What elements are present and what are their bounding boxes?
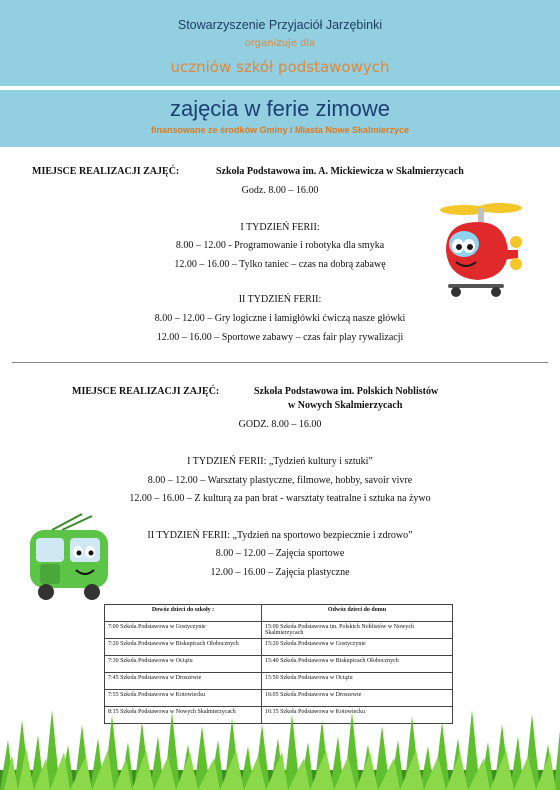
table-cell: 15:50 Szkoła Podstawowa w Ociążu xyxy=(262,673,453,690)
section1-place-label: MIEJSCE REALIZACJI ZAJĘĆ: xyxy=(32,166,180,177)
table-cell: 15:40 Szkoła Podstawowa w Biskupicach Ołobocznych xyxy=(262,656,453,673)
table-cell: 7:45 Szkoła Podstawowa w Droszewie xyxy=(105,673,262,690)
table-cell: 8:15 Szkoła Podstawowa w Nowych Skalmierzycach xyxy=(105,707,262,724)
table-header-row xyxy=(105,605,453,622)
section1-place: Szkoła Podstawowa im. A. Mickiewicza w Skalmierzycach xyxy=(216,166,464,177)
table-cell: 7:30 Szkoła Podstawowa w Ociążu xyxy=(105,656,262,673)
grass-decoration xyxy=(0,700,560,790)
section1-week2-line1: 8.00 – 12.00 – Gry logiczne i łamigłówki ćwiczą nasze główki xyxy=(154,313,406,324)
section2-week2-line1: 8.00 – 12.00 – Zajęcia sportowe xyxy=(215,548,345,559)
table-row xyxy=(105,656,453,673)
section2-place-label: MIEJSCE REALIZACJI ZAJĘĆ: xyxy=(72,386,220,397)
section1-hours: Godz. 8.00 – 16.00 xyxy=(241,185,319,196)
audience-text: uczniów szkół podstawowych xyxy=(170,58,390,76)
table-cell: 7:00 Szkoła Podstawowa w Gostyczynie xyxy=(105,622,262,639)
table-cell: 7:55 Szkoła Podstawowa w Kotowiecku xyxy=(105,690,262,707)
section2-week1-line2: 12.00 – 16.00 – Z kulturą za pan brat - warsztaty teatralne i sztuka na żywo xyxy=(129,493,431,504)
table-cell: 15:00 Szkoła Podstawowa im. Polskich Noblistów w Nowych Skalmierzycach xyxy=(262,622,453,639)
section2-week1-title: I TYDZIEŃ FERII: „Tydzień kultury i sztuki” xyxy=(187,456,373,467)
table-row xyxy=(105,673,453,690)
col-header-arrival: Dowóz dzieci do szkoły : xyxy=(105,605,262,622)
section1-week1-line2: 12.00 – 16.00 – Tylko taniec – czas na dobrą zabawę xyxy=(174,259,386,270)
section2-week2-title: II TYDZIEŃ FERII: „Tydzień na sportowo bezpiecznie i zdrowo” xyxy=(147,530,413,541)
section2-place-line2: w Nowych Skalmierzycach xyxy=(288,400,403,411)
section2-week1-line1: 8.00 – 12.00 – Warsztaty plastyczne, filmowe, hobby, savoir vivre xyxy=(147,475,413,486)
section-divider xyxy=(12,362,548,363)
section1-week1-title: I TYDZIEŃ FERII: xyxy=(240,222,320,233)
section1-week2-line2: 12.00 – 16.00 – Sportowe zabawy – czas fair play rywalizacji xyxy=(156,332,404,343)
table-cell: 7:20 Szkoła Podstawowa w Biskupicach Ołobocznych xyxy=(105,639,262,656)
table-cell: 15:20 Szkoła Podstawowa w Gostyczynie xyxy=(262,639,453,656)
trolleybus-illustration xyxy=(22,512,116,606)
col-header-return: Odwóz dzieci do domu xyxy=(262,605,453,622)
page-title: zajęcia w ferie zimowe xyxy=(169,96,391,121)
section1-week2-title: II TYDZIEŃ FERII: xyxy=(238,294,322,305)
table-cell: 16:05 Szkoła Podstawowa w Droszewie xyxy=(262,690,453,707)
table-row xyxy=(105,639,453,656)
helicopter-illustration xyxy=(436,200,526,300)
section2-hours: GODZ. 8.00 – 16.00 xyxy=(238,419,322,430)
organizes-for-text: organizuje dla xyxy=(244,38,316,49)
section2-week2-line2: 12.00 – 16.00 – Zajęcia plastyczne xyxy=(210,567,350,578)
section2-place-line1: Szkoła Podstawowa im. Polskich Noblistów xyxy=(254,386,439,397)
table-row xyxy=(105,622,453,639)
funding-note: finansowane ze środków Gminy i Miasta Nowe Skalmierzyce xyxy=(150,125,410,135)
section1-week1-line1: 8.00 – 12.00 - Programowanie i robotyka dla smyka xyxy=(175,240,385,251)
table-cell: 16:15 Szkoła Podstawowa w Kotowiecku xyxy=(262,707,453,724)
organizer-name: Stowarzyszenie Przyjaciół Jarzębinki xyxy=(177,18,383,32)
